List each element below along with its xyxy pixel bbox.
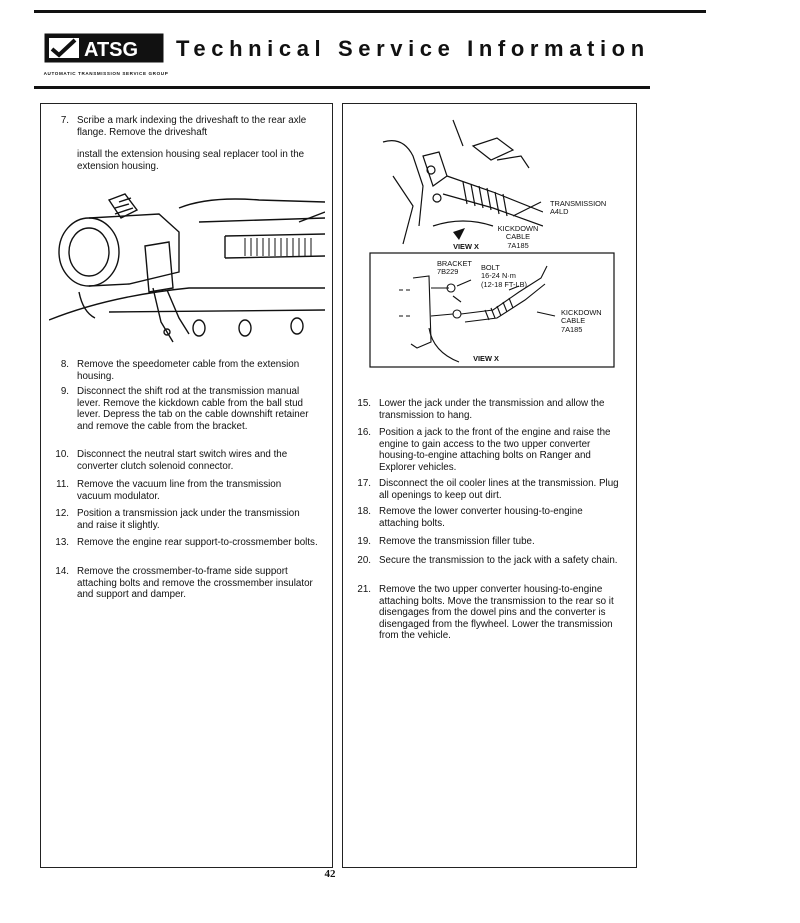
page-title: Technical Service Information xyxy=(176,36,650,61)
header-top-rule xyxy=(34,10,706,13)
note-seal-tool: install the extension housing seal replacer tool in the extension housing. xyxy=(77,149,305,172)
left-column: 7. Scribe a mark indexing the driveshaft to the rear axle flange. Remove the driveshaft install the extension housing seal replacer tool in the extension housing. 8. Remove the speedometer cable from the extension housing. 9. Disconnect the shift rod at the transmission manual lever. Remove the kickdown cable from the ball stud lever. Depress the tab on the cable downshift retainer and remove the cable from the bracket. 10. Disconnect the neutral start switch wires and the converter clutch solenoid connector. 11. Remove the vacuum line from the transmission vacuum modulator. 12. Position a transmission jack under the transmission and raise it slightly. 13. Remove the engine rear support-to-crossmember bolts. 14. Remove the crossmember-to-frame side support attaching bolts and remove the crossmember insulator and support and damper. xyxy=(40,103,333,868)
transmission-a4ld-label: TRANSMISSION A4LD xyxy=(550,199,607,217)
right-column: TRANSMISSION A4LD KICKDOWN CABLE 7A185 VIEW X BRACKET 7B229 BOLT 16-24 N·m (12-18 FT-LB) KICKDOWN CABLE 7A185 VIEW X 15. Lower the jack under the transmission and allow the transmission to hang. 16. Position a jack to the front of the engine and raise the engine to gain access to the two upper converter housing-to-engine attaching bolts on Ranger and Explorer vehicles. 17. Disconnect the oil cooler lines at the transmission. Plug all openings to keep out dirt. 18. Remove the lower converter housing-to-engine attaching bolts. 19. Remove the transmission filler tube. 20. Secure the transmission to the jack with a safety chain. 21. Remove the two upper converter housing-to-engine attaching bolts. Move the transmission to the rear so it disengages from the dowel pins and the converter is disengaged from the flywheel. Lower the transmission from the vehicle. xyxy=(342,103,637,868)
page-number: 42 xyxy=(324,868,336,880)
extension-housing-illustration xyxy=(49,192,325,344)
svg-text:AUTOMATIC TRANSMISSION SERVICE: AUTOMATIC TRANSMISSION SERVICE GROUP xyxy=(43,71,169,76)
bracket-label: BRACKET 7B229 xyxy=(437,259,472,277)
view-x-label-detail: VIEW X xyxy=(473,354,499,363)
view-x-label-top: VIEW X xyxy=(453,242,479,251)
bolt-torque-label: BOLT 16-24 N·m (12-18 FT-LB) xyxy=(481,263,527,289)
kickdown-cable-label-top: KICKDOWN CABLE 7A185 xyxy=(497,224,539,250)
header-bottom-rule xyxy=(34,86,650,89)
kickdown-cable-label-detail: KICKDOWN CABLE 7A185 xyxy=(561,308,602,334)
atsg-logo xyxy=(44,33,164,63)
atsg-logo-subtext xyxy=(36,64,176,80)
svg-text:ATSG: ATSG xyxy=(84,39,139,61)
